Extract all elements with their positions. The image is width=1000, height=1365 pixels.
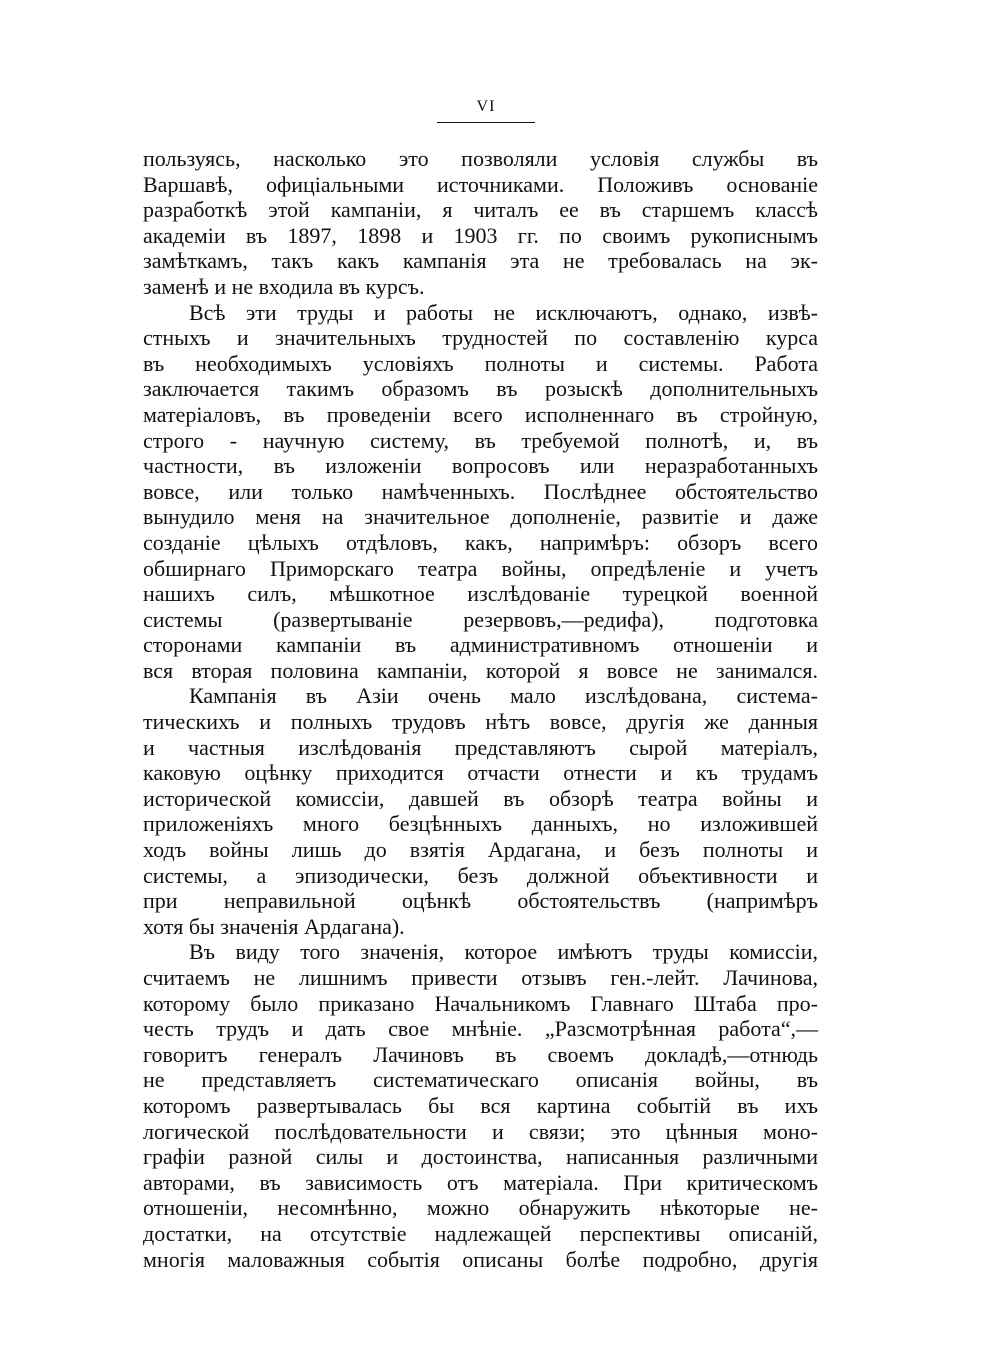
text-line: обширнаго Приморскаго театра войны, опредѣленіе и учетъ [143,555,818,581]
text-line: хотя бы значенія Ардагана). [143,913,405,939]
text-line: говоритъ генералъ Лачиновъ въ своемъ докладѣ,—отнюдь [143,1041,818,1067]
text-line: строго - научную систему, въ требуемой полнотѣ, и, въ [143,427,818,453]
text-line: приложеніяхъ много безцѣнныхъ данныхъ, но изложившей [143,811,818,837]
text-line: заключается такимъ образомъ въ розыскѣ дополнительныхъ [143,376,818,402]
text-line: разработкѣ этой кампаніи, я читалъ ее въ старшемъ классѣ [143,197,818,223]
text-line: при неправильной оцѣнкѣ обстоятельствъ (напримѣръ [143,888,818,914]
text-line: которому было приказано Начальникомъ Главнаго Штаба про- [143,990,818,1016]
text-line: и частныя изслѣдованія представляютъ сырой матеріалъ, [143,734,818,760]
text-line: заменѣ и не входила въ курсъ. [143,273,425,299]
text-line: достатки, на отсутствіе надлежащей перспективы описаній, [143,1220,818,1246]
text-line: исторической комиссіи, давшей въ обзорѣ театра войны и [143,785,818,811]
text-line: считаемъ не лишнимъ привести отзывъ ген.-лейт. Лачинова, [143,965,818,990]
text-line: которомъ развертывалась бы вся картина событій въ ихъ [143,1092,818,1118]
text-line: академіи въ 1897, 1898 и 1903 гг. по своимъ рукописнымъ [143,222,818,248]
text-body [143,146,818,1272]
text-line: графіи разной силы и достоинства, написанныя различными [143,1144,818,1170]
text-line: честь трудъ и дать свое мнѣніе. „Разсмотрѣнная работа“,— [143,1016,818,1042]
text-line: вовсе, или только намѣченныхъ. Послѣднее обстоятельство [143,478,818,504]
text-line: ходъ войны лишь до взятія Ардагана, и безъ полноты и [143,837,818,863]
text-line: авторами, въ зависимость отъ матеріала. При критическомъ [143,1169,818,1195]
text-line: Варшавѣ, офиціальными источниками. Положивъ основаніе [143,171,818,197]
text-line: многія маловажныя событія описаны болѣе подробно, другія [143,1246,818,1272]
text-line: отношеніи, несомнѣнно, можно обнаружить нѣкоторые не- [143,1195,818,1221]
text-line: системы (развертываніе резервовъ,—редифа), подготовка [143,606,818,632]
text-line: вся вторая половина кампаніи, которой я вовсе не занимался. [143,657,818,683]
text-line: не представляетъ систематическаго описанія войны, въ [143,1067,818,1093]
page-header [437,98,535,123]
text-line: вынудило меня на значительное дополненіе, развитіе и даже [143,504,818,530]
text-line: пользуясь, насколько это позволяли условія службы въ [143,146,818,171]
header-rule [437,122,535,123]
text-line: матеріаловъ, въ проведеніи всего исполненнаго въ стройную, [143,401,818,427]
text-line: въ необходимыхъ условіяхъ полноты и системы. Работа [143,350,818,376]
text-line: нашихъ силъ, мѣшкотное изслѣдованіе турецкой военной [143,581,818,607]
text-line: замѣткамъ, такъ какъ кампанія эта не требовалась на эк- [143,248,818,274]
text-line: частности, въ изложеніи вопросовъ или неразработанныхъ [143,453,818,479]
text-line: каковую оцѣнку приходится отчасти отнести и къ трудамъ [143,760,818,786]
text-line: логической послѣдовательности и связи; это цѣнныя моно- [143,1118,818,1144]
page-number: VI [476,98,496,115]
text-line: системы, а эпизодически, безъ должной объективности и [143,862,818,888]
text-line: тическихъ и полныхъ трудовъ нѣтъ вовсе, другія же данныя [143,709,818,735]
text-line: Всѣ эти труды и работы не исключаютъ, однако, извѣ- [189,299,818,325]
text-line: сторонами кампаніи въ административномъ отношеніи и [143,632,818,658]
text-line: созданіе цѣлыхъ отдѣловъ, какъ, напримѣръ: обзоръ всего [143,529,818,555]
text-line: стныхъ и значительныхъ трудностей по составленію курса [143,325,818,351]
text-line: Кампанія въ Азіи очень мало изслѣдована, система- [189,683,818,709]
text-line: Въ виду того значенія, которое имѣютъ труды комиссіи, [189,939,818,965]
